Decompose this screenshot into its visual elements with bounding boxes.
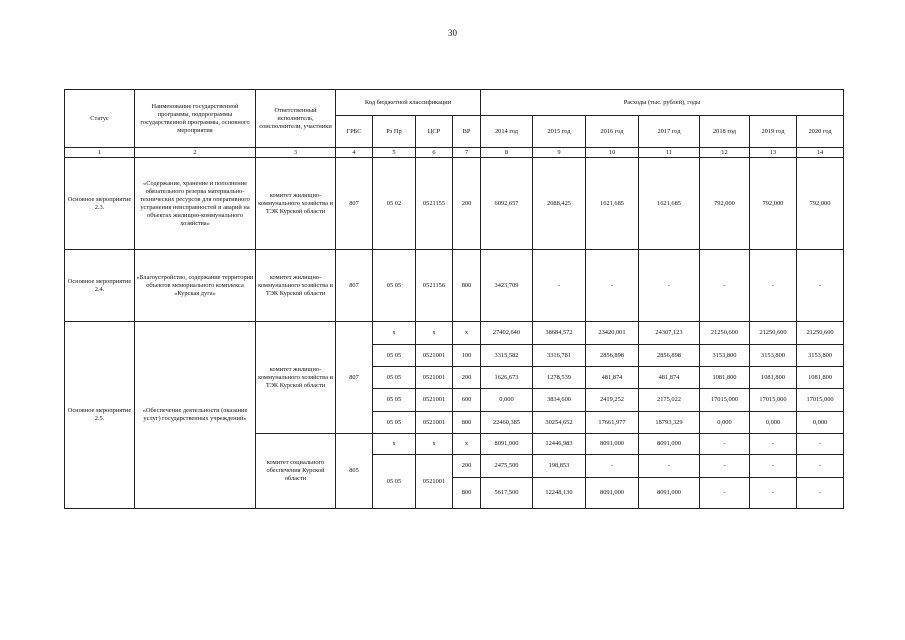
cell-value: 5617,500 [481,478,533,509]
cell-value: 792,000 [797,158,844,250]
row-responsible: комитет жилищно-коммунального хозяйства и ТЭК Курской области [256,250,336,322]
cell-vr: 100 [453,345,481,367]
cell-value: - [750,434,797,455]
header-budget-code: Код бюджетной классификации [336,90,481,116]
cell-value: - [700,250,750,322]
cell-value: 8091,000 [639,434,700,455]
cell-csr: х [416,434,453,455]
cell-rzpr: 05 05 [373,389,416,412]
cell-value: - [750,455,797,478]
column-number: 1 [65,148,135,158]
cell-value: 481,874 [639,367,700,389]
row-responsible: комитет жилищно-коммунального хозяйства и ТЭК Курской области [256,158,336,250]
cell-value: - [797,434,844,455]
row-status: Основное мероприятие 2.3. [65,158,135,250]
column-number: 4 [336,148,373,158]
cell-value: 792,000 [750,158,797,250]
column-number: 8 [481,148,533,158]
cell-grbs: 807 [336,322,373,434]
cell-value: - [639,250,700,322]
column-number: 3 [256,148,336,158]
header-vr: ВР [453,116,481,148]
cell-value: 3316,781 [533,345,586,367]
cell-rzpr: 05 05 [373,250,416,322]
cell-value: 2475,500 [481,455,533,478]
column-number: 5 [373,148,416,158]
header-expenses: Расходы (тыс. рублей), годы [481,90,844,116]
cell-value: 8091,000 [481,434,533,455]
column-number: 14 [797,148,844,158]
cell-rzpr: 05 02 [373,158,416,250]
cell-grbs: 807 [336,250,373,322]
cell-vr: 200 [453,158,481,250]
column-number: 2 [135,148,256,158]
cell-value: - [586,455,639,478]
header-year: 2017 год [639,116,700,148]
cell-value: 17661,977 [586,412,639,434]
cell-vr: х [453,322,481,345]
cell-value: 3153,800 [750,345,797,367]
row-name: «Благоустройство, содержание территории объектов мемориального комплекса «Курская дуга» [135,250,256,322]
cell-value: 12248,130 [533,478,586,509]
row-status: Основное мероприятие 2.5. [65,322,135,509]
row-name: «Содержание, хранение и пополнение обязательного резерва материально-технических ресурсов для оперативного устранения неисправностей и аварий на объектах жилищно-коммунального хозяйства» [135,158,256,250]
cell-value: 18793,329 [639,412,700,434]
header-csr: ЦСР [416,116,453,148]
cell-value: 17015,000 [750,389,797,412]
cell-value: 1621,685 [586,158,639,250]
table-row-2-3 [65,158,844,250]
cell-value: 3153,800 [700,345,750,367]
cell-value: 1081,800 [750,367,797,389]
row-responsible: комитет жилищно-коммунального хозяйства и ТЭК Курской области [256,322,336,434]
cell-value: 8091,000 [586,434,639,455]
cell-value: 24307,123 [639,322,700,345]
cell-vr: 800 [453,250,481,322]
cell-vr: 600 [453,389,481,412]
cell-value: 38684,572 [533,322,586,345]
cell-value: 2088,425 [533,158,586,250]
column-number: 13 [750,148,797,158]
cell-value: 1081,800 [700,367,750,389]
cell-value: 0,000 [481,389,533,412]
cell-csr: 0521001 [416,455,453,509]
header-year: 2016 год [586,116,639,148]
row-status: Основное мероприятие 2.4. [65,250,135,322]
cell-value: 2856,898 [639,345,700,367]
cell-value: 17015,000 [700,389,750,412]
cell-value: 8091,000 [586,478,639,509]
header-row-1 [65,90,844,116]
cell-value: 12446,983 [533,434,586,455]
cell-rzpr: х [373,322,416,345]
header-rzpr: Рз Пр [373,116,416,148]
header-year: 2015 год [533,116,586,148]
cell-vr: 200 [453,367,481,389]
cell-csr: х [416,322,453,345]
cell-value: 21250,600 [750,322,797,345]
cell-value: - [750,250,797,322]
row-name: «Обеспечение деятельности (оказание услуг) государственных учреждений» [135,322,256,509]
cell-value: 27402,640 [481,322,533,345]
cell-value: 30254,652 [533,412,586,434]
cell-value: 0,000 [750,412,797,434]
cell-rzpr: 05 05 [373,412,416,434]
column-number: 12 [700,148,750,158]
cell-rzpr: х [373,434,416,455]
cell-vr: 800 [453,412,481,434]
cell-value: 3315,582 [481,345,533,367]
cell-value: 17015,000 [797,389,844,412]
cell-value: - [700,478,750,509]
cell-value: - [797,455,844,478]
row-responsible: комитет социального обеспечения Курской области [256,434,336,509]
cell-value: 1621,685 [639,158,700,250]
cell-value: 21250,600 [700,322,750,345]
header-year: 2014 год [481,116,533,148]
cell-value: - [639,455,700,478]
cell-value: 3834,600 [533,389,586,412]
cell-value: - [750,478,797,509]
table-row-2-4 [65,250,844,322]
cell-value: 2175,022 [639,389,700,412]
cell-value: 1081,800 [797,367,844,389]
cell-rzpr: 05 05 [373,345,416,367]
cell-csr: 0521155 [416,158,453,250]
cell-value: 1278,539 [533,367,586,389]
cell-value: - [797,250,844,322]
column-number-row [65,148,844,158]
cell-vr: 200 [453,455,481,478]
cell-value: 3423,709 [481,250,533,322]
column-number: 9 [533,148,586,158]
cell-csr: 0521001 [416,367,453,389]
header-year: 2020 год [797,116,844,148]
page-number: 30 [448,28,457,38]
cell-value: 8091,000 [639,478,700,509]
cell-grbs: 805 [336,434,373,509]
cell-value: - [700,455,750,478]
cell-vr: 800 [453,478,481,509]
header-year: 2018 год [700,116,750,148]
cell-value: 198,853 [533,455,586,478]
cell-value: 2419,252 [586,389,639,412]
header-responsible: Ответственный исполнитель, соисполнители, участники [256,90,336,148]
header-status: Статус [65,90,135,148]
budget-table [64,89,844,509]
cell-value: - [586,250,639,322]
cell-rzpr: 05 05 [373,455,416,509]
header-name: Наименование государственной программы, подпрограммы государственной программы, основного мероприятия [135,90,256,148]
cell-value: 1626,673 [481,367,533,389]
cell-csr: 0521001 [416,389,453,412]
column-number: 6 [416,148,453,158]
cell-csr: 0521001 [416,345,453,367]
cell-value: 22460,385 [481,412,533,434]
column-number: 10 [586,148,639,158]
cell-rzpr: 05 05 [373,367,416,389]
cell-value: 21250,600 [797,322,844,345]
cell-value: 3153,800 [797,345,844,367]
cell-value: 6092,657 [481,158,533,250]
column-number: 11 [639,148,700,158]
cell-grbs: 807 [336,158,373,250]
cell-vr: х [453,434,481,455]
table-row-2-5 [65,322,844,345]
cell-value: - [700,434,750,455]
cell-value: 2856,898 [586,345,639,367]
header-year: 2019 год [750,116,797,148]
header-grbs: ГРБС [336,116,373,148]
cell-csr: 0521156 [416,250,453,322]
cell-value: 0,000 [797,412,844,434]
cell-value: 792,000 [700,158,750,250]
cell-value: - [533,250,586,322]
cell-csr: 0521001 [416,412,453,434]
cell-value: 0,000 [700,412,750,434]
cell-value: 23420,001 [586,322,639,345]
cell-value: 481,874 [586,367,639,389]
cell-value: - [797,478,844,509]
column-number: 7 [453,148,481,158]
